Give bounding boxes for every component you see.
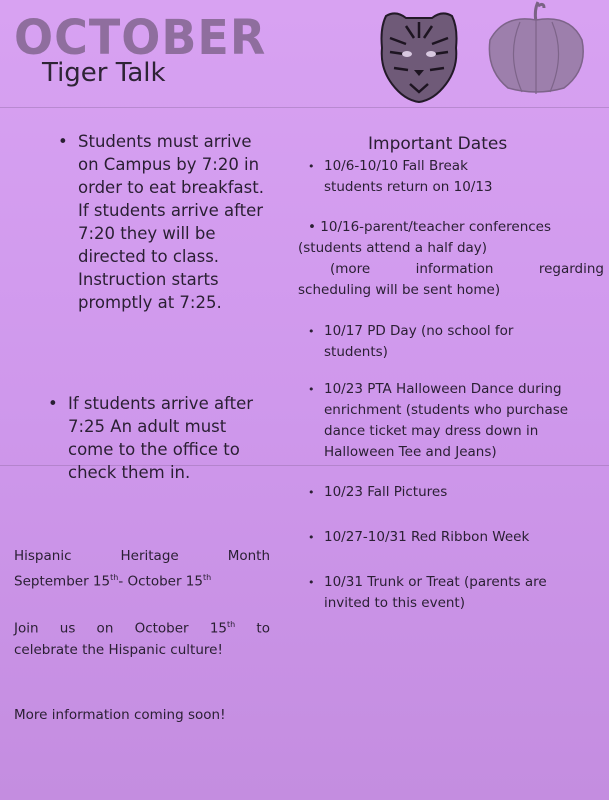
heritage-word: Month [227, 548, 271, 564]
newsletter-month-title: OCTOBER [14, 8, 267, 66]
date-text: students return on 10/13 [324, 179, 493, 195]
newsletter-subtitle: Tiger Talk [42, 58, 166, 88]
date-word: information [415, 261, 494, 277]
invite-line [14, 614, 270, 640]
list-item: • If students arrive after 7:25 An adult must come to the office to check them in. [48, 392, 258, 484]
date-text: 10/16-parent/teacher conferences [320, 219, 552, 235]
heritage-word: Hispanic [14, 548, 72, 564]
celebration-invite [14, 614, 270, 661]
arrival-rules-list [58, 130, 268, 314]
ordinal: th [110, 573, 119, 582]
important-dates-list [304, 321, 584, 614]
date-text [298, 259, 604, 280]
list-item: • 10/17 PD Day (no school for students) [304, 321, 554, 363]
date-word: (more [330, 261, 371, 277]
ordinal: th [202, 573, 212, 582]
tiger-icon [376, 8, 462, 104]
list-item: • Students must arrive on Campus by 7:20 in order to eat breakfast. If students arrive after 7:20 they will be directed to class. Instruction starts promptly at 7:25. [58, 130, 268, 314]
heritage-dates [14, 567, 270, 593]
date-text: scheduling will be sent home) [298, 282, 501, 298]
date-text: (students attend a half day) [298, 240, 488, 256]
conferences-item [298, 217, 604, 301]
list-item: • 10/31 Trunk or Treat (parents are invited to this event) [304, 572, 564, 614]
heritage-start: September 15 [14, 573, 111, 590]
list-item [304, 156, 604, 198]
late-arrival-list [48, 392, 258, 484]
heritage-end: - October 15 [118, 573, 203, 590]
heritage-word: Heritage [120, 548, 179, 564]
important-dates-list [304, 156, 604, 198]
invite-text: Join us on October 15 [14, 620, 227, 637]
list-item: • 10/23 PTA Halloween Dance during enrichment (students who purchase dance ticket may dress down in Halloween Tee and Jeans) [304, 379, 584, 463]
date-text: • 10/6-10/10 Fall Break [324, 158, 468, 174]
heritage-title [14, 546, 270, 567]
list-item: • 10/27-10/31 Red Ribbon Week [304, 527, 584, 548]
list-item: • 10/23 Fall Pictures [304, 482, 584, 503]
invite-line: celebrate the Hispanic culture! [14, 641, 223, 658]
hispanic-heritage-notice [14, 546, 270, 593]
more-info-note: More information coming soon! [14, 707, 226, 723]
invite-text: to [235, 620, 270, 637]
date-word: regarding [538, 261, 604, 277]
date-text: • 10/16-parent/teacher conferences [308, 219, 552, 235]
ordinal: th [227, 620, 236, 629]
important-dates-heading: Important Dates [368, 134, 508, 154]
pumpkin-icon [484, 0, 590, 96]
fold-line [0, 107, 609, 108]
